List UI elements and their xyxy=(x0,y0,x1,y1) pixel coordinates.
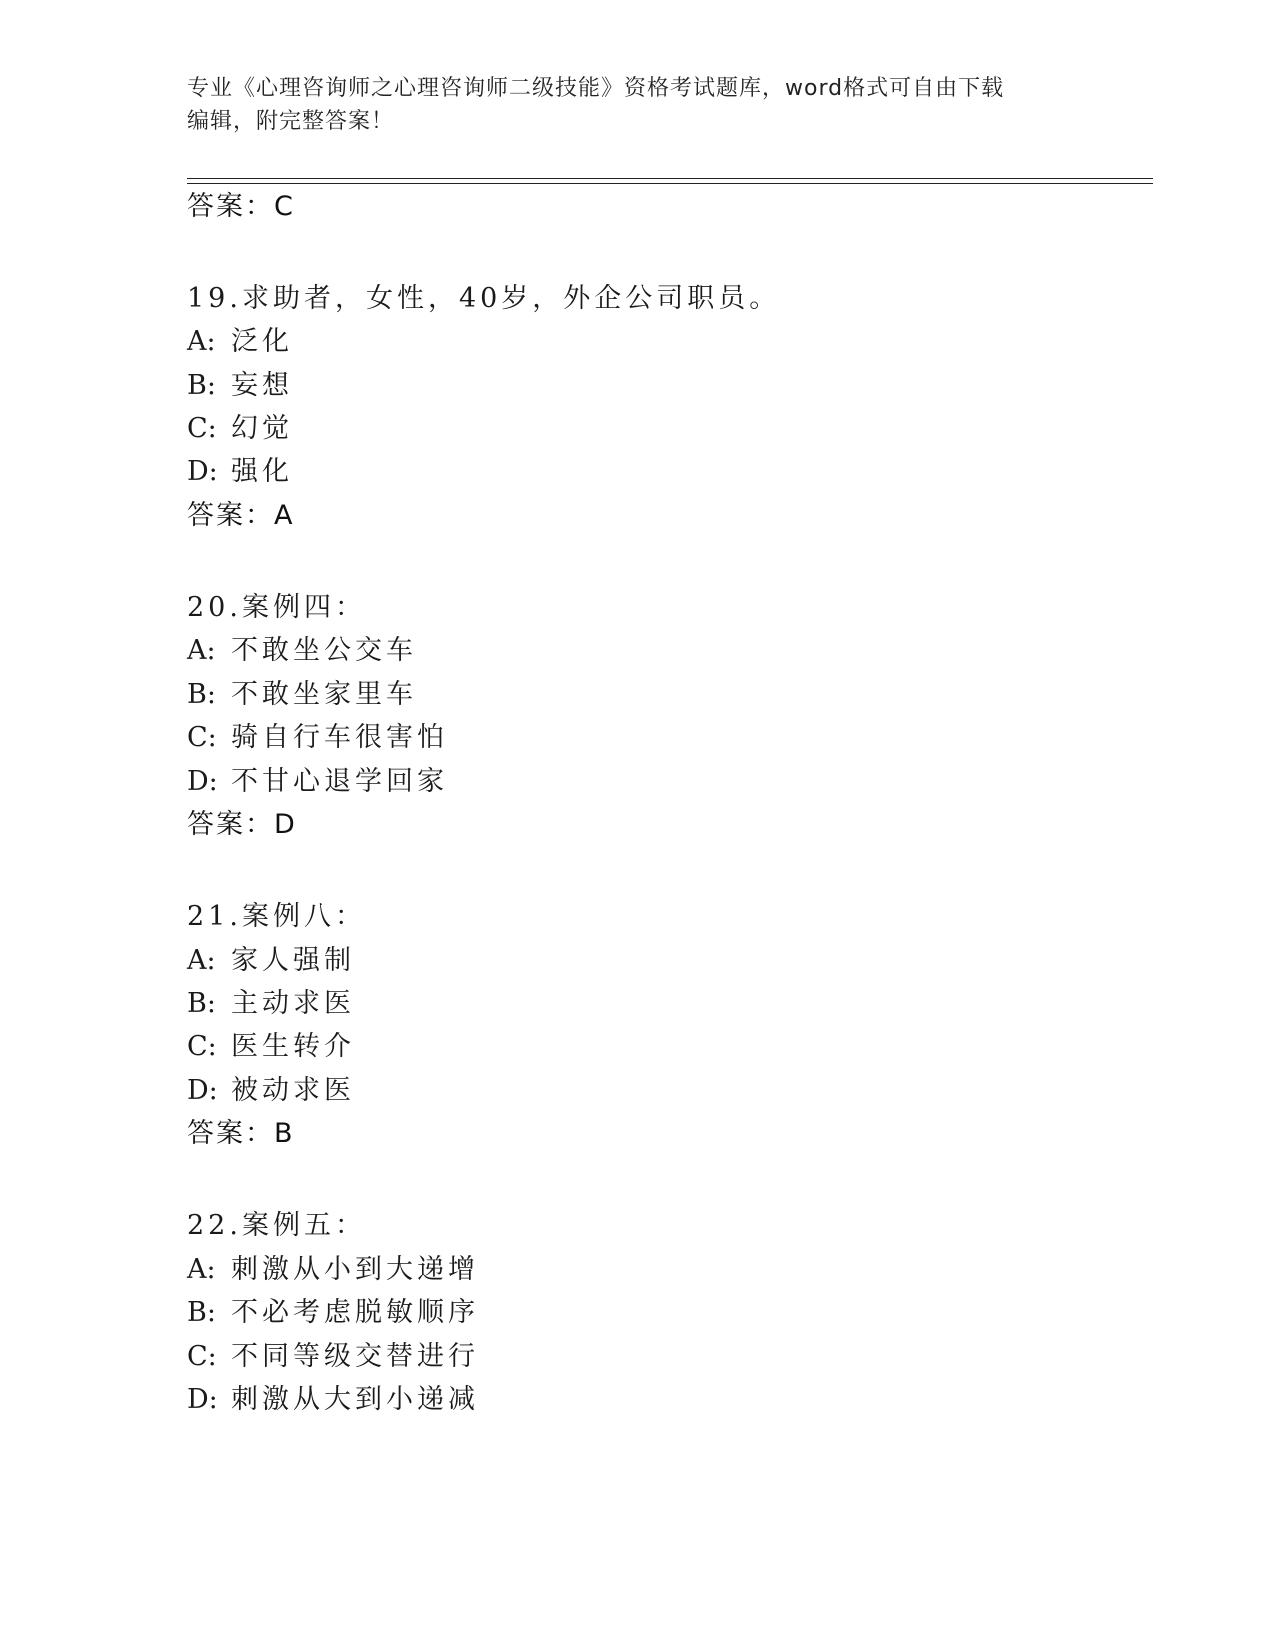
option-text: 不必考虑脱敏顺序 xyxy=(231,1297,479,1328)
option-d xyxy=(187,765,448,799)
option-b xyxy=(187,678,417,712)
header-divider-bottom xyxy=(187,183,1153,184)
option-c xyxy=(187,412,293,446)
option-key: A: xyxy=(187,635,216,666)
option-text: 刺激从大到小递减 xyxy=(231,1384,479,1415)
option-text: 强化 xyxy=(231,456,293,487)
option-text: 妄想 xyxy=(231,370,293,401)
answer-line: 答案：B xyxy=(187,1118,295,1149)
question-title: 19.求助者，女性，40岁，外企公司职员。 xyxy=(187,283,781,314)
header-line-1: 专业《心理咨询师之心理咨询师二级技能》资格考试题库，word格式可自由下载 xyxy=(187,76,1005,101)
option-b xyxy=(187,369,293,403)
option-key: B: xyxy=(187,988,216,1019)
option-text: 骑自行车很害怕 xyxy=(231,722,448,753)
option-key: A: xyxy=(187,326,216,357)
option-a xyxy=(187,944,355,978)
option-text: 刺激从小到大递增 xyxy=(231,1254,479,1285)
option-b xyxy=(187,1296,479,1330)
option-key: C: xyxy=(187,1031,217,1062)
question-title: 22.案例五： xyxy=(187,1210,366,1241)
option-text: 泛化 xyxy=(231,326,293,357)
header-divider-top xyxy=(187,178,1153,179)
option-text: 不同等级交替进行 xyxy=(231,1341,479,1372)
option-c xyxy=(187,1030,355,1064)
option-key: C: xyxy=(187,722,217,753)
option-a xyxy=(187,325,293,359)
document-header xyxy=(187,72,1067,138)
option-c xyxy=(187,721,448,755)
option-text: 不敢坐家里车 xyxy=(231,679,417,710)
answer-line: 答案：D xyxy=(187,809,297,840)
option-a xyxy=(187,634,417,668)
option-text: 被动求医 xyxy=(231,1075,355,1106)
option-key: B: xyxy=(187,370,216,401)
answer-line: 答案：A xyxy=(187,500,295,531)
option-key: D: xyxy=(187,456,218,487)
header-line-2: 编辑，附完整答案！ xyxy=(187,109,395,134)
question-title: 21.案例八： xyxy=(187,901,366,932)
option-key: C: xyxy=(187,413,217,444)
option-d xyxy=(187,455,293,489)
option-d xyxy=(187,1383,479,1417)
option-text: 不敢坐公交车 xyxy=(231,635,417,666)
option-key: C: xyxy=(187,1341,217,1372)
option-text: 家人强制 xyxy=(231,945,355,976)
question-title: 20.案例四： xyxy=(187,592,366,623)
option-key: B: xyxy=(187,679,216,710)
option-key: D: xyxy=(187,1075,218,1106)
option-text: 医生转介 xyxy=(231,1031,355,1062)
option-c xyxy=(187,1340,479,1374)
option-key: B: xyxy=(187,1297,216,1328)
option-key: A: xyxy=(187,945,216,976)
option-key: D: xyxy=(187,1384,218,1415)
option-b xyxy=(187,987,355,1021)
option-text: 主动求医 xyxy=(231,988,355,1019)
option-d xyxy=(187,1074,355,1108)
answer-line: 答案：C xyxy=(187,191,295,222)
option-text: 幻觉 xyxy=(231,413,293,444)
option-key: A: xyxy=(187,1254,216,1285)
option-a xyxy=(187,1253,479,1287)
option-text: 不甘心退学回家 xyxy=(231,766,448,797)
option-key: D: xyxy=(187,766,218,797)
